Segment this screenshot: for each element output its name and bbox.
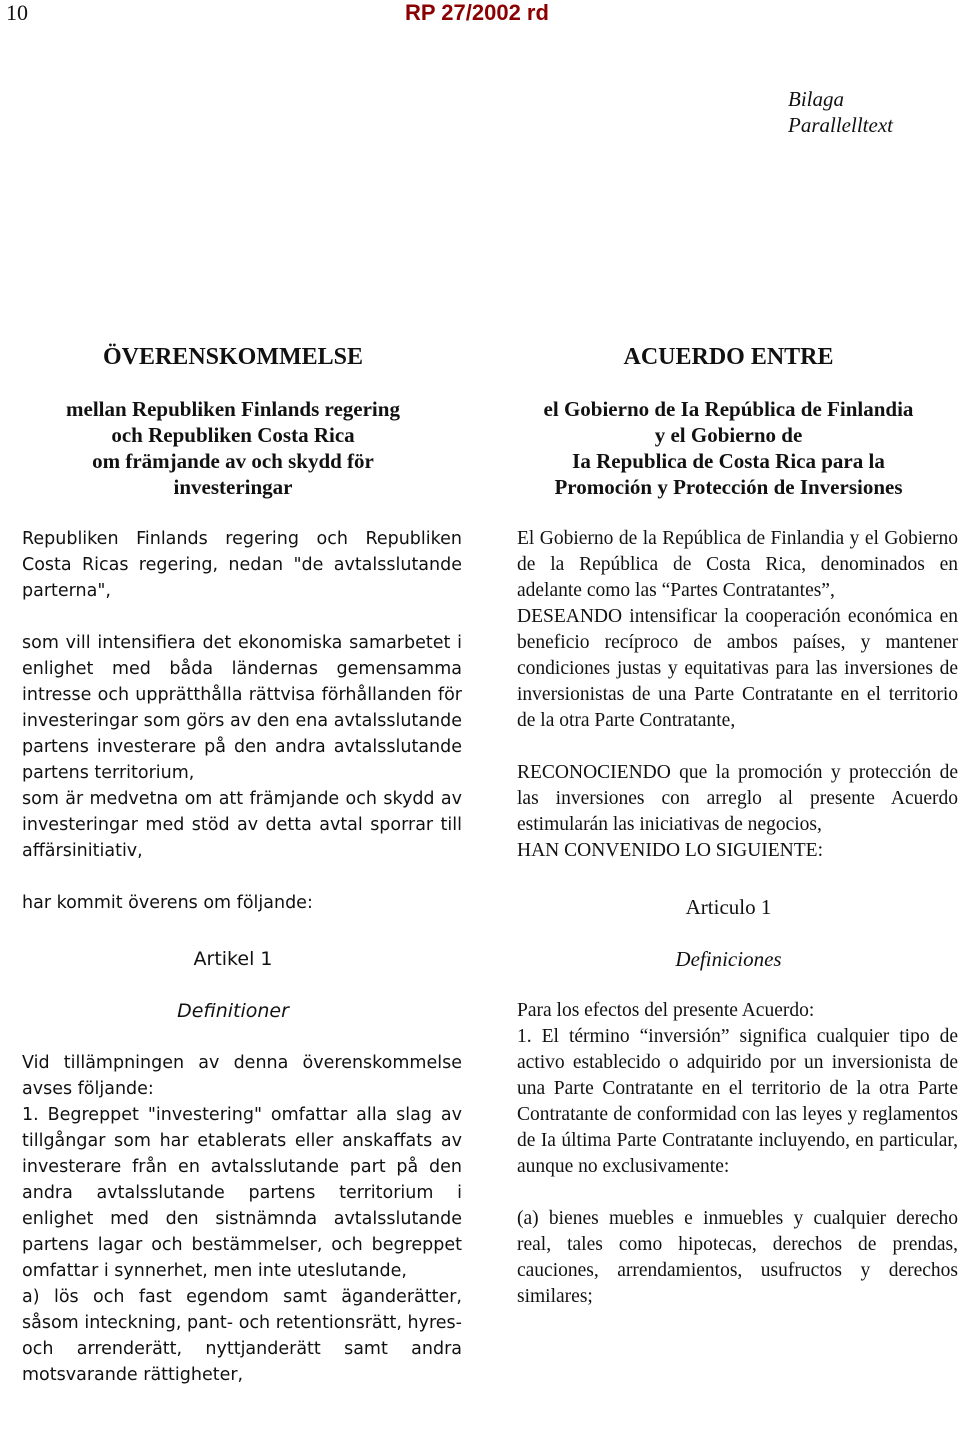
spanish-subtitle-line: Promoción y Protección de Inversiones (554, 475, 903, 499)
swedish-preamble-2: som vill intensifiera det ekonomiska samarbetet i enlighet med båda ländernas gemensamma intresse och upprätthålla rättvisa förhållanden för investeringar som görs av den ena avtalsslutande partens investerare på den andra avtalsslutande partens territorium, (22, 633, 462, 783)
spanish-preamble-2: DESEANDO intensificar la cooperación económica en beneficio recíproco de ambos países, y mantener condiciones justas y equitativas para las inversiones de inversionistas de una Parte Contratante en el territorio de la otra Parte Contratante, (517, 606, 958, 731)
swedish-subtitle-line: och Republiken Costa Rica (111, 423, 355, 447)
spanish-column (499, 342, 958, 1310)
swedish-point-1: 1. Begreppet "investering" omfattar alla slag av tillgångar som har etablerats eller anskaffats av investerare från en avtalsslutande part på den andra avtalsslutande partens territorium i enlighet med den sistnämnda avtalsslutande partens lagar och bestämmelser, och begreppet omfattar i synnerhet, men inte uteslutande, (22, 1105, 462, 1281)
spanish-article-intro: Para los efectos del presente Acuerdo: (517, 1000, 815, 1021)
spanish-subtitle-line: el Gobierno de Ia República de Finlandia (543, 397, 914, 421)
spanish-agreed: HAN CONVENIDO LO SIGUIENTE: (517, 840, 824, 861)
spanish-subtitle (499, 396, 958, 500)
swedish-subtitle-line: investeringar (173, 475, 293, 499)
annex-line-1: Bilaga (788, 87, 844, 111)
swedish-column (4, 342, 462, 1388)
swedish-article-number: Artikel 1 (193, 948, 273, 970)
swedish-subtitle-line: mellan Republiken Finlands regering (66, 397, 400, 421)
spanish-article-number: Articulo 1 (685, 895, 772, 919)
swedish-subtitle (4, 396, 462, 500)
spanish-preamble-1: El Gobierno de la República de Finlandia y el Gobierno de la República de Costa Rica, denominados en adelante como las “Partes Contratantes”, (517, 528, 958, 601)
swedish-agreed: har kommit överens om följande: (22, 893, 313, 913)
spanish-preamble-3: RECONOCIENDO que la promoción y protección de las inversiones con arreglo al presente Acuerdo estimularán las iniciativas de negocios, (517, 762, 958, 835)
spanish-point-a: (a) bienes muebles e inmuebles y cualquier derecho real, tales como hipotecas, derechos de prendas, cauciones, arrendamientos, usufructos y derechos similares; (517, 1208, 958, 1307)
swedish-preamble-3: som är medvetna om att främjande och skydd av investeringar med stöd av detta avtal sporrar till affärsinitiativ, (22, 789, 462, 861)
annex-line-2: Parallelltext (788, 113, 893, 137)
spanish-subtitle-line: y el Gobierno de (654, 423, 803, 447)
spanish-title: ACUERDO ENTRE (623, 344, 834, 370)
swedish-point-a: a) lös och fast egendom samt äganderätter, såsom inteckning, pant- och retentionsrätt, hyres- och arrenderätt, nyttjanderätt samt andra motsvarande rättigheter, (22, 1287, 462, 1385)
spanish-article-title: Definiciones (675, 947, 782, 971)
page-number: 10 (6, 0, 28, 25)
document-id: RP 27/2002 rd (405, 0, 549, 25)
swedish-article-title: Definitioner (177, 1000, 289, 1022)
swedish-subtitle-line: om främjande av och skydd för (92, 449, 374, 473)
swedish-preamble-1: Republiken Finlands regering och Republiken Costa Ricas regering, nedan "de avtalsslutande parterna", (22, 529, 462, 601)
swedish-article-intro: Vid tillämpningen av denna överenskommelse avses följande: (22, 1053, 462, 1099)
spanish-subtitle-line: Ia Republica de Costa Rica para la (572, 449, 885, 473)
annex-label (788, 86, 893, 138)
spanish-point-1: 1. El término “inversión” significa cualquier tipo de activo establecido o adquirido por un inversionista de una Parte Contratante en el territorio de la otra Parte Contratante de conformidad con las leyes y reglamentos de Ia última Parte Contratante incluyendo, en particular, aunque no exclusivamente: (517, 1026, 958, 1177)
swedish-title: ÖVERENSKOMMELSE (102, 344, 364, 370)
